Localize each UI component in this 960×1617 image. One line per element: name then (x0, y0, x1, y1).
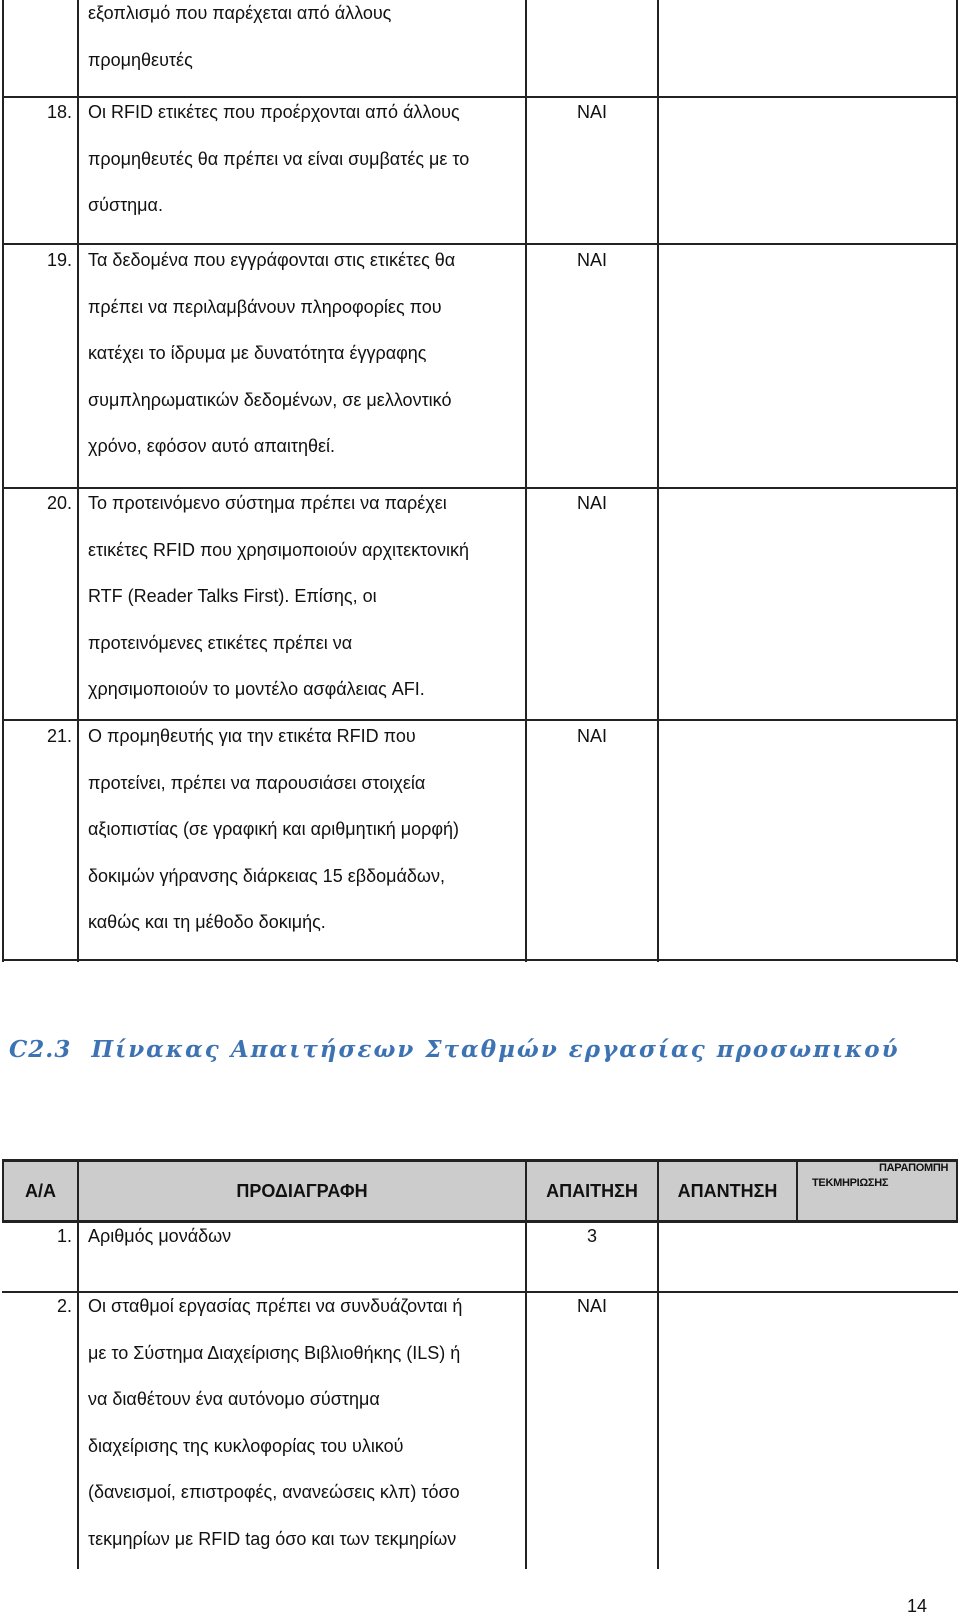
spec-line: Το προτεινόμενο σύστημα πρέπει να παρέχει (88, 493, 447, 513)
section-heading (9, 1036, 900, 1063)
spec-line: προτεινόμενες ετικέτες πρέπει να (88, 632, 353, 653)
row-number: 20. (46, 493, 72, 513)
spec-line: RTF (Reader Talks First). Επίσης, οι (88, 586, 377, 606)
spec-line: συμπληρωματικών δεδομένων, σε μελλοντικό (88, 389, 452, 410)
spec-line: χρησιμοποιούν το μοντέλο ασφάλειας AFI. (88, 679, 425, 699)
spec-line: πρέπει να περιλαμβάνουν πληροφορίες που (88, 296, 442, 317)
spec-line: με το Σύστημα Διαχείρισης Βιβλιοθήκης (ILS) ή (88, 1342, 461, 1363)
section-number: C2.3 (9, 1036, 72, 1063)
spec-line: αξιοπιστίας (σε γραφική και αριθμητική μορφή) (88, 819, 460, 839)
requirement-cell: 3 (586, 1226, 597, 1246)
spec-line: προτείνει, πρέπει να παρουσιάσει στοιχεία (88, 772, 426, 793)
header-answer-label: ΑΠΑΝΤΗΣΗ (677, 1180, 778, 1201)
spec-line: κατέχει το ίδρυμα με δυνατότητα έγγραφης (88, 343, 427, 363)
row-number: 21. (46, 726, 72, 746)
spec-cell (88, 713, 459, 946)
requirement-cell: ΝΑΙ (576, 726, 607, 746)
spec-line: καθώς και τη μέθοδο δοκιμής. (88, 912, 326, 932)
spec-line: (δανεισμοί, επιστροφές, ανανεώσεις κλπ) τόσο (88, 1482, 460, 1502)
spec-line: να διαθέτουν ένα αυτόνομο σύστημα (88, 1389, 380, 1409)
spec-cell (88, 89, 469, 229)
spec-line: προμηθευτές (88, 49, 193, 70)
spec-line: διαχείρισης της κυκλοφορίας του υλικού (88, 1435, 404, 1456)
row-number: 1. (56, 1226, 72, 1246)
header-reference-line1: ΠΑΡΑΠΟΜΠΗ (879, 1162, 949, 1174)
page-number: 14 (906, 1596, 927, 1616)
header-reference-line2: ΤΕΚΜΗΡΙΩΣΗΣ (812, 1177, 889, 1189)
row-number: 2. (56, 1296, 72, 1316)
row-number: 18. (46, 102, 72, 122)
spec-line: σύστημα. (88, 195, 163, 215)
header-requirement-label: ΑΠΑΙΤΗΣΗ (546, 1180, 638, 1201)
spec-cell (88, 480, 469, 713)
requirement-cell: ΝΑΙ (576, 1296, 607, 1316)
spec-line: Ο προμηθευτής για την ετικέτα RFID που (88, 726, 416, 746)
spec-line: ετικέτες RFID που χρησιμοποιούν αρχιτεκτονική (88, 539, 470, 560)
spec-line: τεκμηρίων με RFID tag όσο και των τεκμηρίων (88, 1528, 457, 1549)
row-number: 19. (46, 250, 72, 270)
requirement-cell: ΝΑΙ (576, 250, 607, 270)
requirement-cell: ΝΑΙ (576, 102, 607, 122)
spec-cell (88, 237, 455, 470)
spec-cell (88, 1213, 231, 1260)
spec-line: Τα δεδομένα που εγγράφονται στις ετικέτες θα (88, 250, 456, 270)
requirement-cell: ΝΑΙ (576, 493, 607, 513)
header-aa (4, 1161, 77, 1221)
header-spec-label: ΠΡΟΔΙΑΓΡΑΦΗ (236, 1180, 368, 1201)
spec-line: Αριθμός μονάδων (88, 1226, 232, 1246)
spec-line: δοκιμών γήρανσης διάρκειας 15 εβδομάδων, (88, 865, 445, 886)
spec-cell (88, 1283, 462, 1562)
header-spec (79, 1161, 525, 1221)
spec-line: Οι RFID ετικέτες που προέρχονται από άλλους (88, 102, 460, 122)
header-aa-label: Α/Α (25, 1180, 56, 1201)
spec-line: χρόνο, εφόσον αυτό απαιτηθεί. (88, 436, 336, 456)
header-answer (659, 1161, 796, 1221)
spec-line: προμηθευτές θα πρέπει να είναι συμβατές με το (88, 148, 470, 169)
spec-cell (88, 0, 391, 83)
spec-line: εξοπλισμό που παρέχεται από άλλους (88, 3, 392, 23)
section-title-text: Πίνακας Απαιτήσεων Σταθμών εργασίας προσωπικού (91, 1036, 900, 1063)
spec-line: Οι σταθμοί εργασίας πρέπει να συνδυάζονται ή (88, 1296, 463, 1316)
header-requirement (527, 1161, 657, 1221)
